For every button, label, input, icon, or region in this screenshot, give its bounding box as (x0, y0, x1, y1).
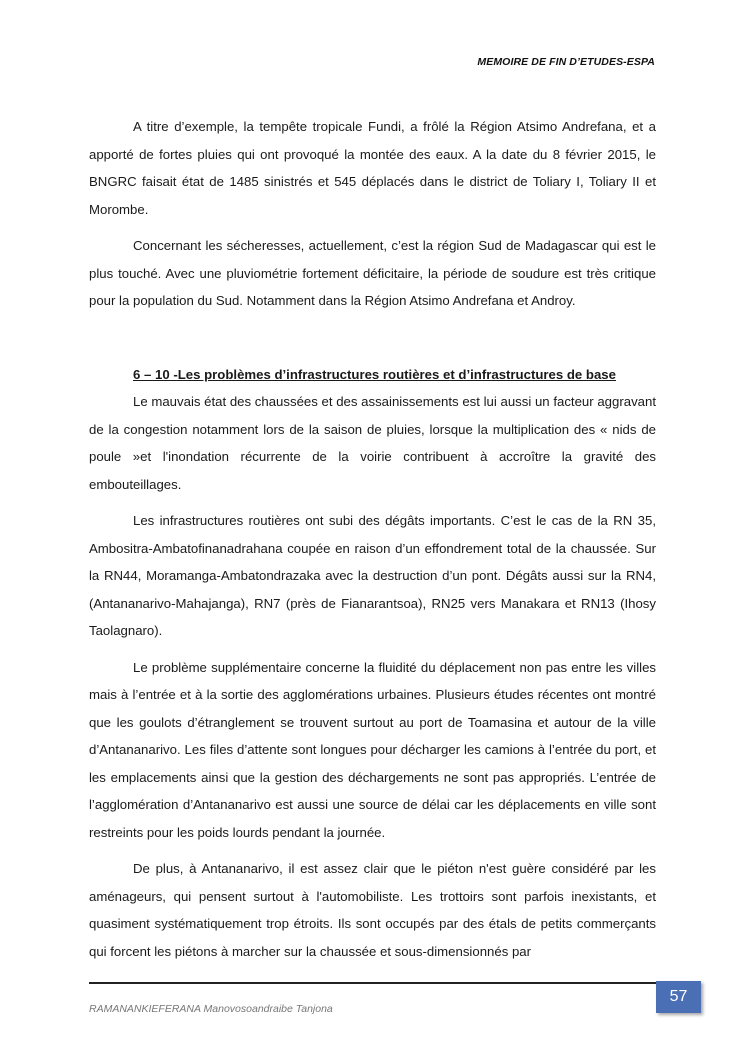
paragraph-infrastructures-routieres: Les infrastructures routières ont subi des dégâts importants. C’est le cas de la RN 35, Ambositra-Ambatofinanadrahana coupée en raison d’un effondrement total de la chaussée. Sur la RN44, Moramanga-Ambatondrazaka avec la destruction d’un pont. Dégâts aussi sur la RN4, (Antananarivo-Mahajanga), RN7 (près de Fianarantsoa), RN25 vers Manakara et RN13 (Ihosy Taolagnaro). (89, 513, 656, 638)
paragraph-pietons: De plus, à Antananarivo, il est assez clair que le piéton n'est guère considéré par les aménageurs, qui pensent surtout à l'automobiliste. Les trottoirs sont parfois inexistants, et quasiment systématiquement trop étroits. Ils sont occupés par des étals de petits commerçants qui forcent les piétons à marcher sur la chaussée et sous-dimensionnés par (89, 861, 656, 959)
section-heading: 6 – 10 -Les problèmes d’infrastructures routières et d’infrastructures de base (133, 366, 616, 382)
document-body (89, 113, 656, 974)
running-header: MEMOIRE DE FIN D’ETUDES-ESPA (477, 56, 655, 68)
footer-author: RAMANANKIEFERANA Manovosoandraibe Tanjona (89, 1003, 333, 1015)
paragraph-fluidite-deplacement: Le problème supplémentaire concerne la fluidité du déplacement non pas entre les villes mais à l’entrée et à la sortie des agglomérations urbaines. Plusieurs études récentes ont montré que les goulots d’étranglement se trouvent surtout au port de Toamasina et autour de la ville d’Antananarivo. Les files d’attente sont longues pour décharger les camions à l’entrée du port, et les emplacements ainsi que la gestion des déchargements ne sont pas appropriés. L’entrée de l’agglomération d’Antananarivo est aussi une source de délai car les déplacements en ville sont restreints pour les poids lourds pendant la journée. (89, 659, 656, 840)
paragraph-fundi: A titre d’exemple, la tempête tropicale Fundi, a frôlé la Région Atsimo Andrefana, et a apporté de fortes pluies qui ont provoqué la montée des eaux. A la date du 8 février 2015, le BNGRC faisait état de 1485 sinistrés et 545 déplacés dans le district de Toliary I, Toliary II et Morombe. (89, 119, 656, 217)
page-number-badge: 57 (656, 981, 701, 1013)
paragraph-chaussees: Le mauvais état des chaussées et des assainissements est lui aussi un facteur aggravant de la congestion notamment lors de la saison de pluies, lorsque la multiplication des « nids de poule »et l'inondation récurrente de la voirie contribuent à accroître la gravité des embouteillages. (89, 394, 656, 492)
paragraph-secheresses: Concernant les sécheresses, actuellement, c’est la région Sud de Madagascar qui est le plus touché. Avec une pluviométrie fortement déficitaire, la période de soudure est très critique pour la population du Sud. Notamment dans la Région Atsimo Andrefana et Androy. (89, 238, 656, 308)
footer-divider (89, 982, 657, 984)
